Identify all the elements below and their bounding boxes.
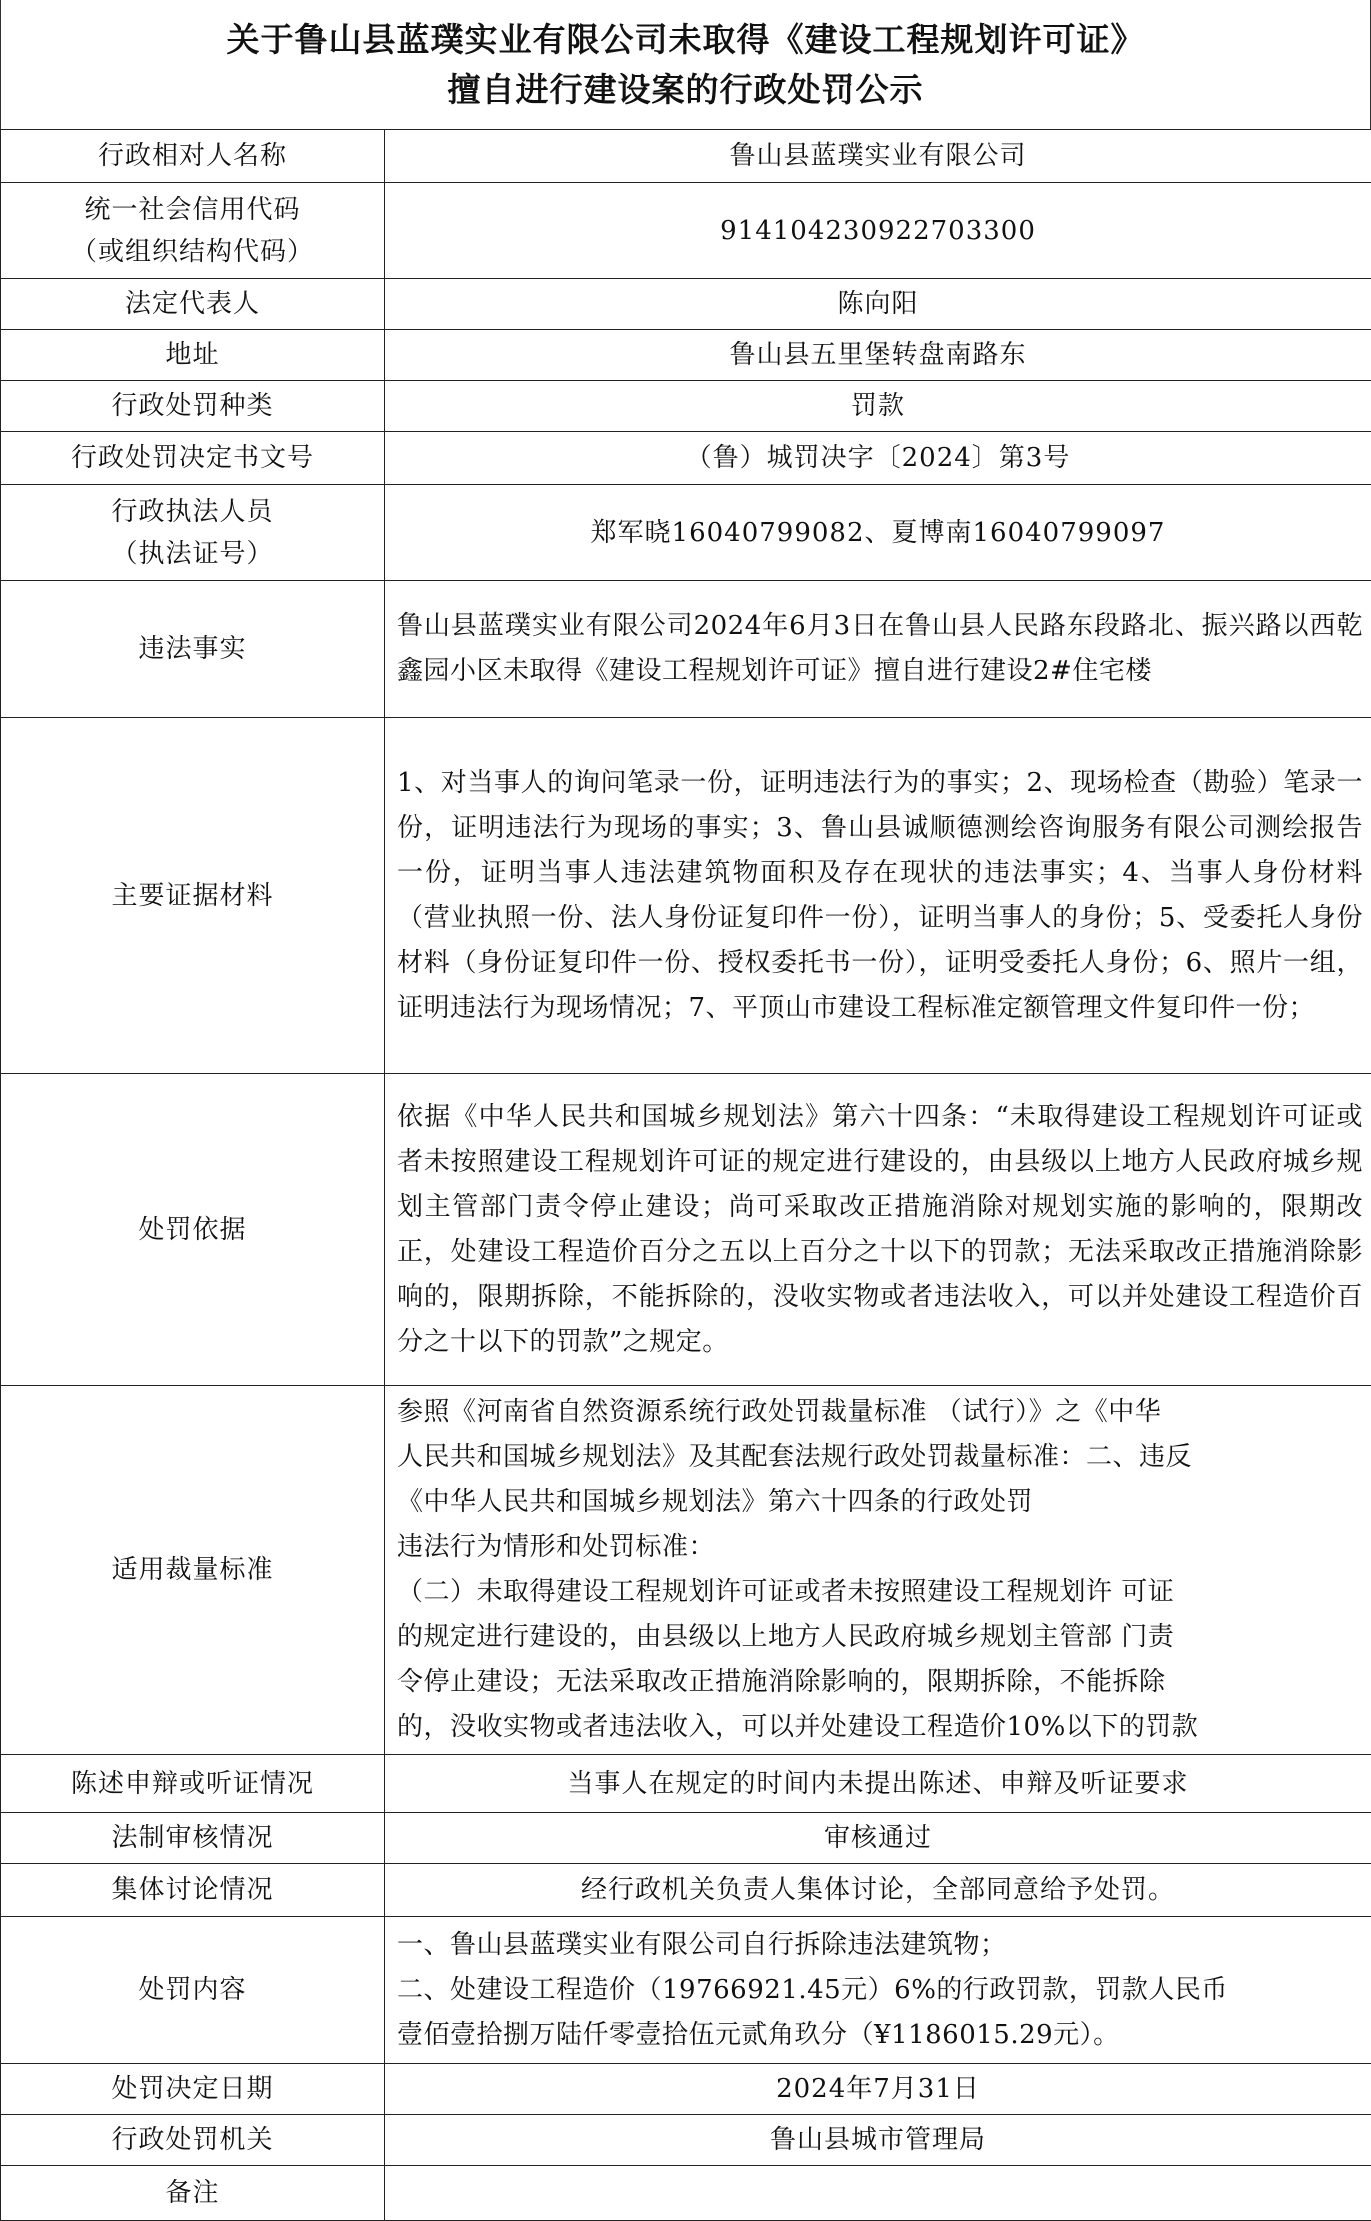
content-line: 壹佰壹拾捌万陆仟零壹拾伍元贰角玖分（¥1186015.29元）。 bbox=[397, 2013, 1363, 2058]
value-evidence: 1、对当事人的询问笔录一份，证明违法行为的事实；2、现场检查（勘验）笔录一份，证明违法行为现场的事实；3、鲁山县诚顺德测绘咨询服务有限公司测绘报告一份，证明当事人违法建筑物面积及存在现状的违法事实；4、当事人身份材料（营业执照一份、法人身份证复印件一份），证明当事人的身份；5、受委托人身份材料（身份证复印件一份、授权委托书一份），证明受委托人身份；6、照片一组，证明违法行为现场情况；7、平顶山市建设工程标准定额管理文件复印件一份； bbox=[385, 718, 1371, 1074]
value-hearing: 当事人在规定的时间内未提出陈述、申辩及听证要求 bbox=[385, 1755, 1371, 1813]
row-authority bbox=[1, 2115, 1371, 2166]
penalty-info-table bbox=[0, 129, 1371, 2221]
label-hearing: 陈述申辩或听证情况 bbox=[1, 1755, 385, 1813]
value-facts: 鲁山县蓝璞实业有限公司2024年6月3日在鲁山县人民路东段路北、振兴路以西乾鑫园小区未取得《建设工程规划许可证》擅自进行建设2#住宅楼 bbox=[385, 581, 1371, 718]
value-decision-date: 2024年7月31日 bbox=[385, 2064, 1371, 2115]
standard-line: 违法行为情形和处罚标准： bbox=[397, 1525, 1363, 1570]
row-officers bbox=[1, 485, 1371, 581]
row-basis bbox=[1, 1074, 1371, 1386]
label-address: 地址 bbox=[1, 330, 385, 381]
value-legal-rep: 陈向阳 bbox=[385, 279, 1371, 330]
label-legal-rep: 法定代表人 bbox=[1, 279, 385, 330]
label-officers-line2: （执法证号） bbox=[7, 533, 378, 575]
value-collective: 经行政机关负责人集体讨论，全部同意给予处罚。 bbox=[385, 1864, 1371, 1917]
value-penalty-type: 罚款 bbox=[385, 381, 1371, 432]
label-penalty-type: 行政处罚种类 bbox=[1, 381, 385, 432]
content-line: 二、处建设工程造价（19766921.45元）6%的行政罚款，罚款人民币 bbox=[397, 1968, 1363, 2013]
value-authority: 鲁山县城市管理局 bbox=[385, 2115, 1371, 2166]
value-legal-review: 审核通过 bbox=[385, 1813, 1371, 1864]
row-credit-code bbox=[1, 183, 1371, 279]
label-decision-no: 行政处罚决定书文号 bbox=[1, 432, 385, 485]
label-authority: 行政处罚机关 bbox=[1, 2115, 385, 2166]
label-legal-review: 法制审核情况 bbox=[1, 1813, 385, 1864]
value-officers: 郑军晓16040799082、夏博南16040799097 bbox=[385, 485, 1371, 581]
title-line-2: 擅自进行建设案的行政处罚公示 bbox=[448, 65, 924, 115]
row-legal-review bbox=[1, 1813, 1371, 1864]
value-content bbox=[385, 1917, 1371, 2064]
row-standard bbox=[1, 1386, 1371, 1755]
standard-line: 参照《河南省自然资源系统行政处罚裁量标准 （试行）》之《中华 bbox=[397, 1390, 1363, 1435]
standard-line: 《中华人民共和国城乡规划法》第六十四条的行政处罚 bbox=[397, 1480, 1363, 1525]
label-collective: 集体讨论情况 bbox=[1, 1864, 385, 1917]
row-decision-date bbox=[1, 2064, 1371, 2115]
label-officers bbox=[1, 485, 385, 581]
value-party-name: 鲁山县蓝璞实业有限公司 bbox=[385, 130, 1371, 183]
row-hearing bbox=[1, 1755, 1371, 1813]
value-address: 鲁山县五里堡转盘南路东 bbox=[385, 330, 1371, 381]
content-line: 一、鲁山县蓝璞实业有限公司自行拆除违法建筑物； bbox=[397, 1923, 1363, 1968]
value-remarks bbox=[385, 2166, 1371, 2221]
title-line-1: 关于鲁山县蓝璞实业有限公司未取得《建设工程规划许可证》 bbox=[227, 15, 1145, 65]
row-decision-no bbox=[1, 432, 1371, 485]
standard-line: 的，没收实物或者违法收入，可以并处建设工程造价10%以下的罚款 bbox=[397, 1705, 1363, 1750]
document-title bbox=[0, 0, 1371, 129]
row-legal-rep bbox=[1, 279, 1371, 330]
value-basis: 依据《中华人民共和国城乡规划法》第六十四条：“未取得建设工程规划许可证或者未按照建设工程规划许可证的规定进行建设的，由县级以上地方人民政府城乡规划主管部门责令停止建设；尚可采取改正措施消除对规划实施的影响的，限期改正，处建设工程造价百分之五以上百分之十以下的罚款；无法采取改正措施消除影响的，限期拆除，不能拆除的，没收实物或者违法收入，可以并处建设工程造价百分之十以下的罚款”之规定。 bbox=[385, 1074, 1371, 1386]
label-party-name: 行政相对人名称 bbox=[1, 130, 385, 183]
label-content: 处罚内容 bbox=[1, 1917, 385, 2064]
row-party-name bbox=[1, 130, 1371, 183]
row-penalty-type bbox=[1, 381, 1371, 432]
row-collective bbox=[1, 1864, 1371, 1917]
label-credit-code-line1: 统一社会信用代码 bbox=[7, 189, 378, 231]
label-basis: 处罚依据 bbox=[1, 1074, 385, 1386]
row-facts bbox=[1, 581, 1371, 718]
label-facts: 违法事实 bbox=[1, 581, 385, 718]
value-decision-no: （鲁）城罚决字〔2024〕第3号 bbox=[385, 432, 1371, 485]
label-credit-code bbox=[1, 183, 385, 279]
label-decision-date: 处罚决定日期 bbox=[1, 2064, 385, 2115]
standard-line: 令停止建设；无法采取改正措施消除影响的，限期拆除，不能拆除 bbox=[397, 1660, 1363, 1705]
standard-line: 人民共和国城乡规划法》及其配套法规行政处罚裁量标准：二、违反 bbox=[397, 1435, 1363, 1480]
value-credit-code: 914104230922703300 bbox=[385, 183, 1371, 279]
row-evidence bbox=[1, 718, 1371, 1074]
standard-line: （二）未取得建设工程规划许可证或者未按照建设工程规划许 可证 bbox=[397, 1570, 1363, 1615]
row-address bbox=[1, 330, 1371, 381]
label-standard: 适用裁量标准 bbox=[1, 1386, 385, 1755]
row-remarks bbox=[1, 2166, 1371, 2221]
label-officers-line1: 行政执法人员 bbox=[7, 491, 378, 533]
label-evidence: 主要证据材料 bbox=[1, 718, 385, 1074]
value-standard bbox=[385, 1386, 1371, 1755]
standard-line: 的规定进行建设的，由县级以上地方人民政府城乡规划主管部 门责 bbox=[397, 1615, 1363, 1660]
label-remarks: 备注 bbox=[1, 2166, 385, 2221]
label-credit-code-line2: （或组织结构代码） bbox=[7, 231, 378, 273]
row-content bbox=[1, 1917, 1371, 2064]
